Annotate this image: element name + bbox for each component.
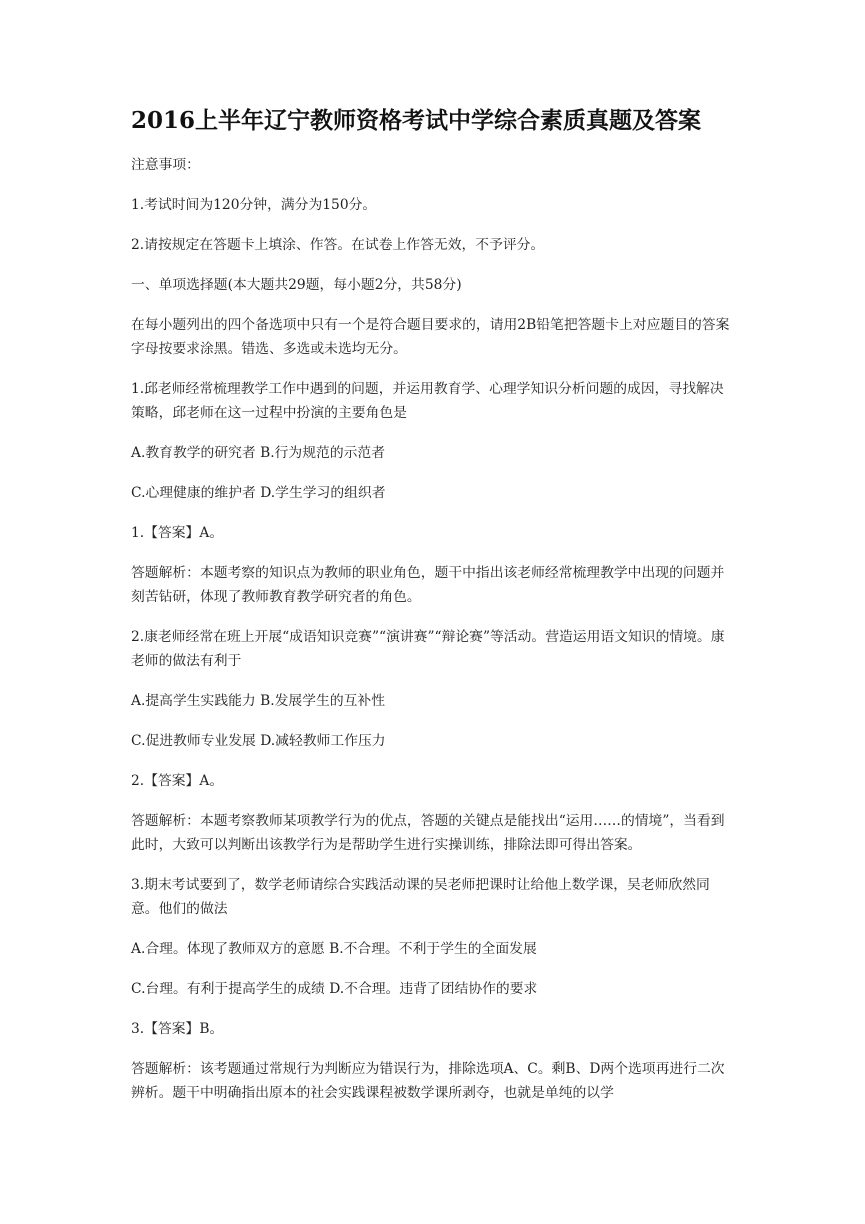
- notice-heading: 注意事项：: [131, 157, 200, 173]
- question-3-answer: 3.【答案】B。: [131, 1021, 224, 1037]
- question-1-explanation: 答题解析：本题考察的知识点为教师的职业角色，题干中指出该老师经常梳理教学中出现的问题并刻苦钻研，体现了教师教育教学研究者的角色。: [131, 565, 725, 605]
- question-2: 2.康老师经常在班上开展“成语知识竞赛”“演讲赛”“辩论赛”等活动。营造运用语文知识的情境。康老师的做法有利于: [131, 629, 725, 669]
- notice-item-answer-sheet: 2.请按规定在答题卡上填涂、作答。在试卷上作答无效，不予评分。: [131, 237, 545, 253]
- question-1-answer: 1.【答案】A。: [131, 525, 224, 541]
- question-2-explanation: 答题解析：本题考察教师某项教学行为的优点，答题的关键点是能找出“运用……的情境”，当看到此时，大致可以判断出该教学行为是帮助学生进行实操训练，排除法即可得出答案。: [131, 813, 725, 853]
- question-2-options-cd: C.促进教师专业发展 D.减轻教师工作压力: [131, 733, 386, 749]
- question-3-options-cd: C.台理。有利于提高学生的成绩 D.不合理。违背了团结协作的要求: [131, 981, 538, 997]
- question-3: 3.期末考试要到了，数学老师请综合实践活动课的吴老师把课时让给他上数学课，吴老师欣然同意。他们的做法: [131, 877, 710, 917]
- question-3-options-ab: A.合理。体现了教师双方的意愿 B.不合理。不利于学生的全面发展: [131, 941, 537, 957]
- question-2-options-ab: A.提高学生实践能力 B.发展学生的互补性: [131, 693, 386, 709]
- question-3-explanation: 答题解析：该考题通过常规行为判断应为错误行为，排除选项A、C。剩B、D两个选项再进行二次辨析。题干中明确指出原本的社会实践课程被数学课所剥夺，也就是单纯的以学: [131, 1061, 725, 1101]
- document-body: [131, 153, 737, 1121]
- section-heading: 一、单项选择题(本大题共29题，每小题2分，共58分): [131, 277, 462, 293]
- question-1-options-cd: C.心理健康的维护者 D.学生学习的组织者: [131, 485, 386, 501]
- document-title: 2016上半年辽宁教师资格考试中学综合素质真题及答案: [131, 107, 702, 134]
- notice-item-time: 1.考试时间为120分钟，满分为150分。: [131, 197, 377, 213]
- question-1: 1.邱老师经常梳理教学工作中遇到的问题，并运用教育学、心理学知识分析问题的成因，寻找解决策略，邱老师在这一过程中扮演的主要角色是: [131, 381, 724, 421]
- section-instructions: 在每小题列出的四个备选项中只有一个是符合题目要求的，请用2B铅笔把答题卡上对应题目的答案字母按要求涂黑。错选、多选或未选均无分。: [131, 317, 730, 357]
- question-1-options-ab: A.教育教学的研究者 B.行为规范的示范者: [131, 445, 386, 461]
- question-2-answer: 2.【答案】A。: [131, 773, 224, 789]
